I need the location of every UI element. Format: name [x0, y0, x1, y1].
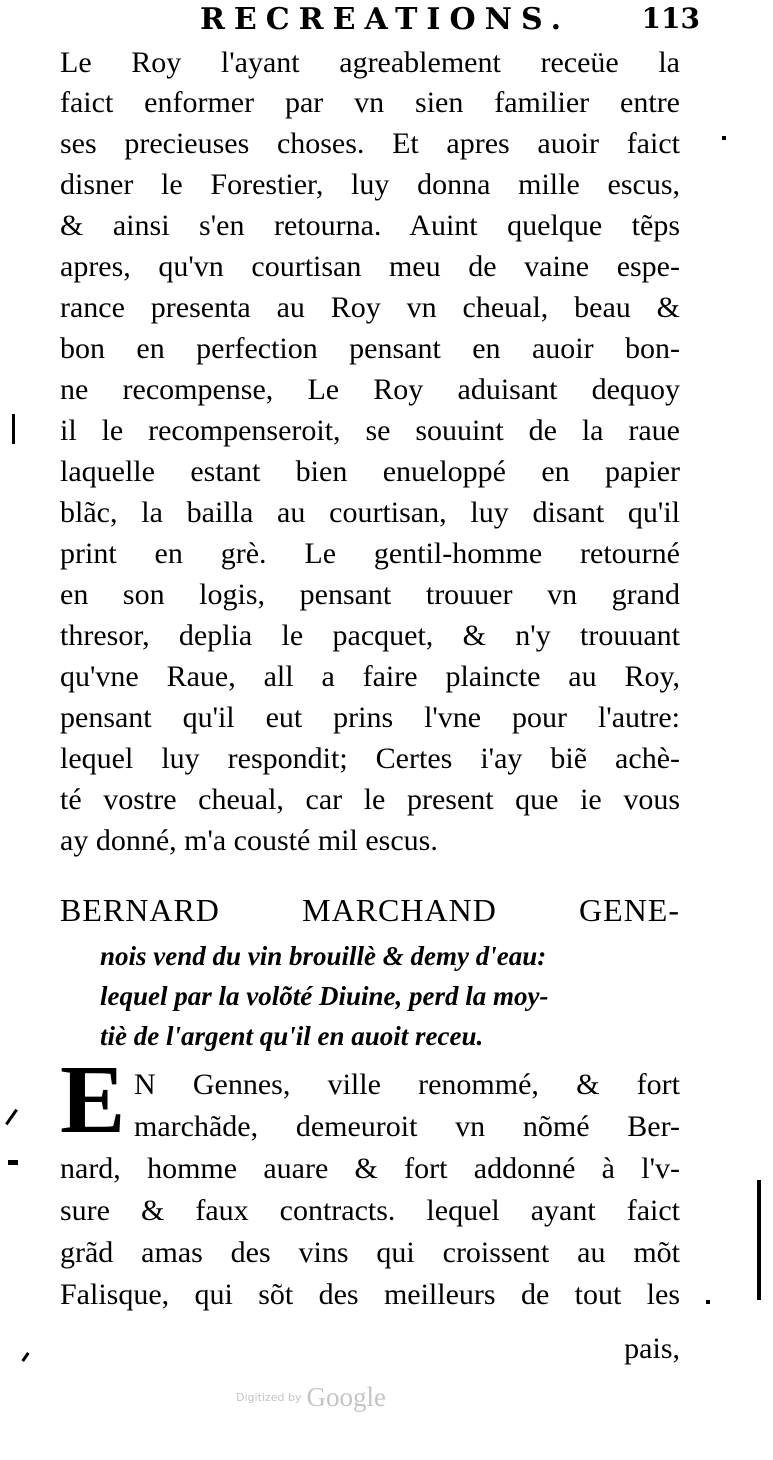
story-subheading-line: nois vend du vin brouillè & demy d'eau: — [100, 941, 547, 971]
text-line: grãd amas des vins qui croissent au mõt — [60, 1236, 680, 1269]
text-line: rance presenta au Roy vn cheual, beau & — [60, 291, 680, 324]
text-line: ses precieuses choses. Et apres auoir faict — [60, 127, 680, 160]
text-line: disner le Forestier, luy donna mille escus, — [60, 168, 680, 201]
text-line: faict enformer par vn sien familier entre — [60, 86, 680, 119]
scan-speck — [722, 136, 726, 140]
running-head — [60, 2, 700, 42]
text-line: sure & faux contracts. lequel ayant faict — [60, 1194, 680, 1227]
scan-speck — [5, 1109, 18, 1125]
text-line: thresor, deplia le pacquet, & n'y trouuant — [60, 619, 680, 652]
text-line: té vostre cheual, car le present que ie vous — [60, 783, 680, 816]
text-line: Le Roy l'ayant agreablement receüe la — [60, 46, 680, 79]
text-line: ne recompense, Le Roy aduisant dequoy — [60, 373, 680, 406]
story-heading: BERNARD MARCHAND GENE- — [60, 892, 680, 928]
story-subheading-line: lequel par la volõté Diuine, perd la moy- — [100, 981, 549, 1011]
page-number: 113 — [641, 2, 700, 35]
scan-speck — [8, 1160, 18, 1165]
text-line: apres, qu'vn courtisan meu de vaine espe- — [60, 250, 680, 283]
text-line: lequel luy respondit; Certes i'ay biẽ achè- — [60, 742, 680, 775]
text-line: print en grè. Le gentil-homme retourné — [60, 537, 680, 570]
text-line: N Gennes, ville renommé, & fort — [134, 1068, 680, 1101]
text-line: bon en perfection pensant en auoir bon- — [60, 332, 680, 365]
text-line: blãc, la bailla au courtisan, luy disant qu'il — [60, 496, 680, 529]
text-line: laquelle estant bien enueloppé en papier — [60, 455, 680, 488]
catchword: pais, — [624, 1332, 680, 1365]
google-logo: Google — [306, 1382, 387, 1412]
scan-speck — [706, 1300, 710, 1304]
text-line: & ainsi s'en retourna. Auint quelque tẽps — [60, 209, 680, 242]
text-line: qu'vne Raue, all a faire plaincte au Roy, — [60, 660, 680, 693]
digitized-by-watermark — [236, 1382, 406, 1418]
watermark-prefix: Digitized by — [236, 1391, 302, 1404]
scan-speck — [21, 1352, 29, 1362]
story-subheading-line: tiè de l'argent qu'il en auoit receu. — [100, 1021, 484, 1051]
text-line: en son logis, pensant trouuer vn grand — [60, 578, 680, 611]
text-line: nard, homme auare & fort addonné à l'v- — [60, 1152, 680, 1185]
text-line: marchãde, demeuroit vn nõmé Ber- — [134, 1110, 680, 1143]
text-line: Falisque, qui sõt des meilleurs de tout les — [60, 1278, 680, 1311]
text-line: il le recompenseroit, se souuint de la raue — [60, 414, 680, 447]
scan-speck — [12, 414, 15, 444]
text-line: pensant qu'il eut prins l'vne pour l'autre: — [60, 701, 680, 734]
text-line: ay donné, m'a cousté mil escus. — [60, 824, 438, 857]
scan-speck — [757, 1180, 761, 1300]
running-title: RECREATIONS. — [200, 2, 571, 37]
drop-cap: E — [60, 1046, 126, 1154]
